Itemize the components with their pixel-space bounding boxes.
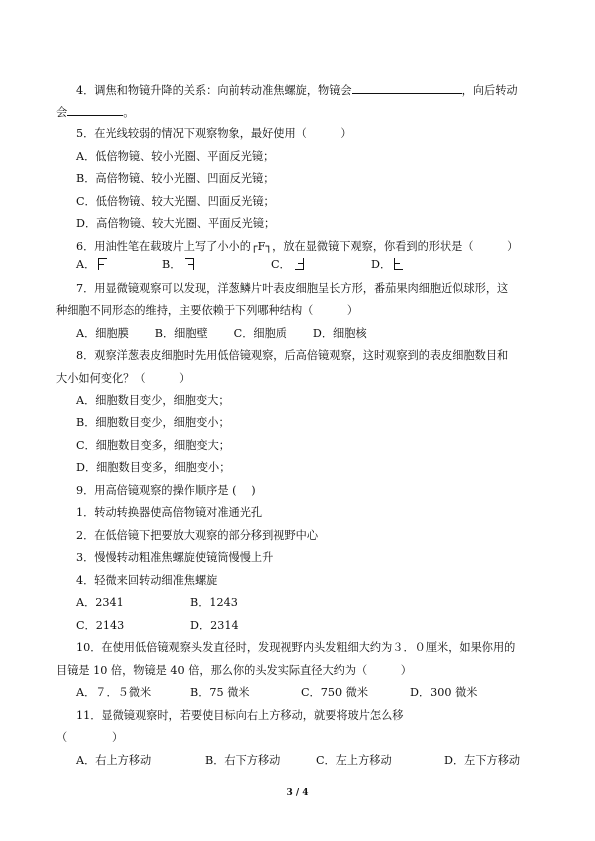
q6-option-d[interactable]: D． (371, 258, 405, 272)
q9-stem: 9．用高倍镜观察的操作顺序是 ( ) (76, 484, 256, 497)
q10-option-b[interactable]: B．75 微米 (190, 686, 250, 699)
q9-step-3: 3．慢慢转动粗准焦螺旋使镜筒慢慢上升 (76, 551, 274, 564)
q7-stem-line2: 种细胞不同形态的维持，主要依赖于下列哪种结构（ ） (56, 304, 359, 317)
q11-option-d[interactable]: D．左下方移动 (444, 754, 521, 767)
q8-option-d[interactable]: D．细胞数目变多，细胞变小； (76, 461, 231, 474)
q8-stem-line2: 大小如何变化？（ ） (56, 372, 191, 385)
q8-stem-line1: 8．观察洋葱表皮细胞时先用低倍镜观察，后高倍镜观察，这时观察到的表皮细胞数目和 (76, 349, 509, 362)
q8-option-a[interactable]: A．细胞数目变少，细胞变大； (76, 394, 230, 407)
q7-options[interactable]: A．细胞膜 B．细胞壁 C．细胞质 D．细胞核 (76, 327, 367, 340)
q10-option-d[interactable]: D．300 微米 (410, 686, 478, 699)
q11-option-a[interactable]: A．右上方移动 (76, 754, 152, 767)
q9-step-2: 2．在低倍镜下把要放大观察的部分移到视野中心 (76, 529, 319, 542)
q10-stem-line2: 目镜是 10 倍，物镜是 40 倍，那么你的头发实际直径大约为（ ） (56, 664, 412, 677)
q10-option-c[interactable]: C．750 微米 (301, 686, 369, 699)
q9-option-a[interactable]: A．2341 (76, 596, 124, 609)
q10-stem-line1: 10．在使用低倍镜观察头发直径时，发现视野内头发粗细大约为３．０厘米，如果你用的 (76, 641, 516, 654)
q5-option-b[interactable]: B．高倍物镜、较小光圈、凹面反光镜； (76, 172, 275, 185)
q9-step-4: 4．轻微来回转动细准焦螺旋 (76, 574, 218, 587)
shape-b-icon (183, 258, 195, 270)
page-number: 3 / 4 (286, 788, 309, 798)
q11-stem-line2: （ ） (56, 731, 124, 744)
q9-option-c[interactable]: C．2143 (76, 619, 125, 632)
q4-blank-1[interactable] (352, 82, 462, 94)
q9-step-1: 1．转动转换器使高倍物镜对准通光孔 (76, 506, 263, 519)
q5-option-a[interactable]: A．低倍物镜、较小光圈、平面反光镜； (76, 150, 275, 163)
shape-a-icon (97, 258, 109, 270)
q6-option-c[interactable]: C． (271, 258, 305, 272)
q4-blank-2[interactable] (67, 104, 123, 116)
q11-option-c[interactable]: C．左上方移动 (316, 754, 392, 767)
q8-option-b[interactable]: B．细胞数目变少，细胞变小； (76, 416, 230, 429)
shape-c-icon (293, 258, 305, 270)
q5-stem: 5．在光线较弱的情况下观察物象，最好使用（ ） (76, 127, 352, 140)
q5-option-c[interactable]: C．低倍物镜、较大光圈、凹面反光镜； (76, 195, 275, 208)
shape-d-icon (393, 258, 405, 270)
q6-option-b[interactable]: B． (162, 258, 195, 272)
q9-option-d[interactable]: D．2314 (190, 619, 239, 632)
q9-option-b[interactable]: B．1243 (190, 596, 238, 609)
q5-option-d[interactable]: D．高倍物镜、较大光圈、平面反光镜； (76, 217, 276, 230)
q11-option-b[interactable]: B．右下方移动 (205, 754, 281, 767)
q4-line1: 4．调焦和物镜升降的关系：向前转动准焦螺旋，物镜会 ，向后转动 (76, 84, 518, 97)
q6-option-a[interactable]: A． (76, 258, 109, 272)
q4-line2: 会 。 (56, 106, 135, 119)
q8-option-c[interactable]: C．细胞数目变多，细胞变大； (76, 439, 230, 452)
q10-option-a[interactable]: A．７．５微米 (76, 686, 152, 699)
q11-stem-line1: 11．显微镜观察时，若要使目标向右上方移动，就要将玻片怎么移 (76, 709, 404, 722)
q6-stem: 6．用油性笔在载玻片上写了小小的┌F┐，放在显微镜下观察，你看到的形状是（ ） (76, 240, 519, 253)
q7-stem-line1: 7．用显微镜观察可以发现，洋葱鳞片叶表皮细胞呈长方形，番茄果肉细胞近似球形，这 (76, 282, 509, 295)
